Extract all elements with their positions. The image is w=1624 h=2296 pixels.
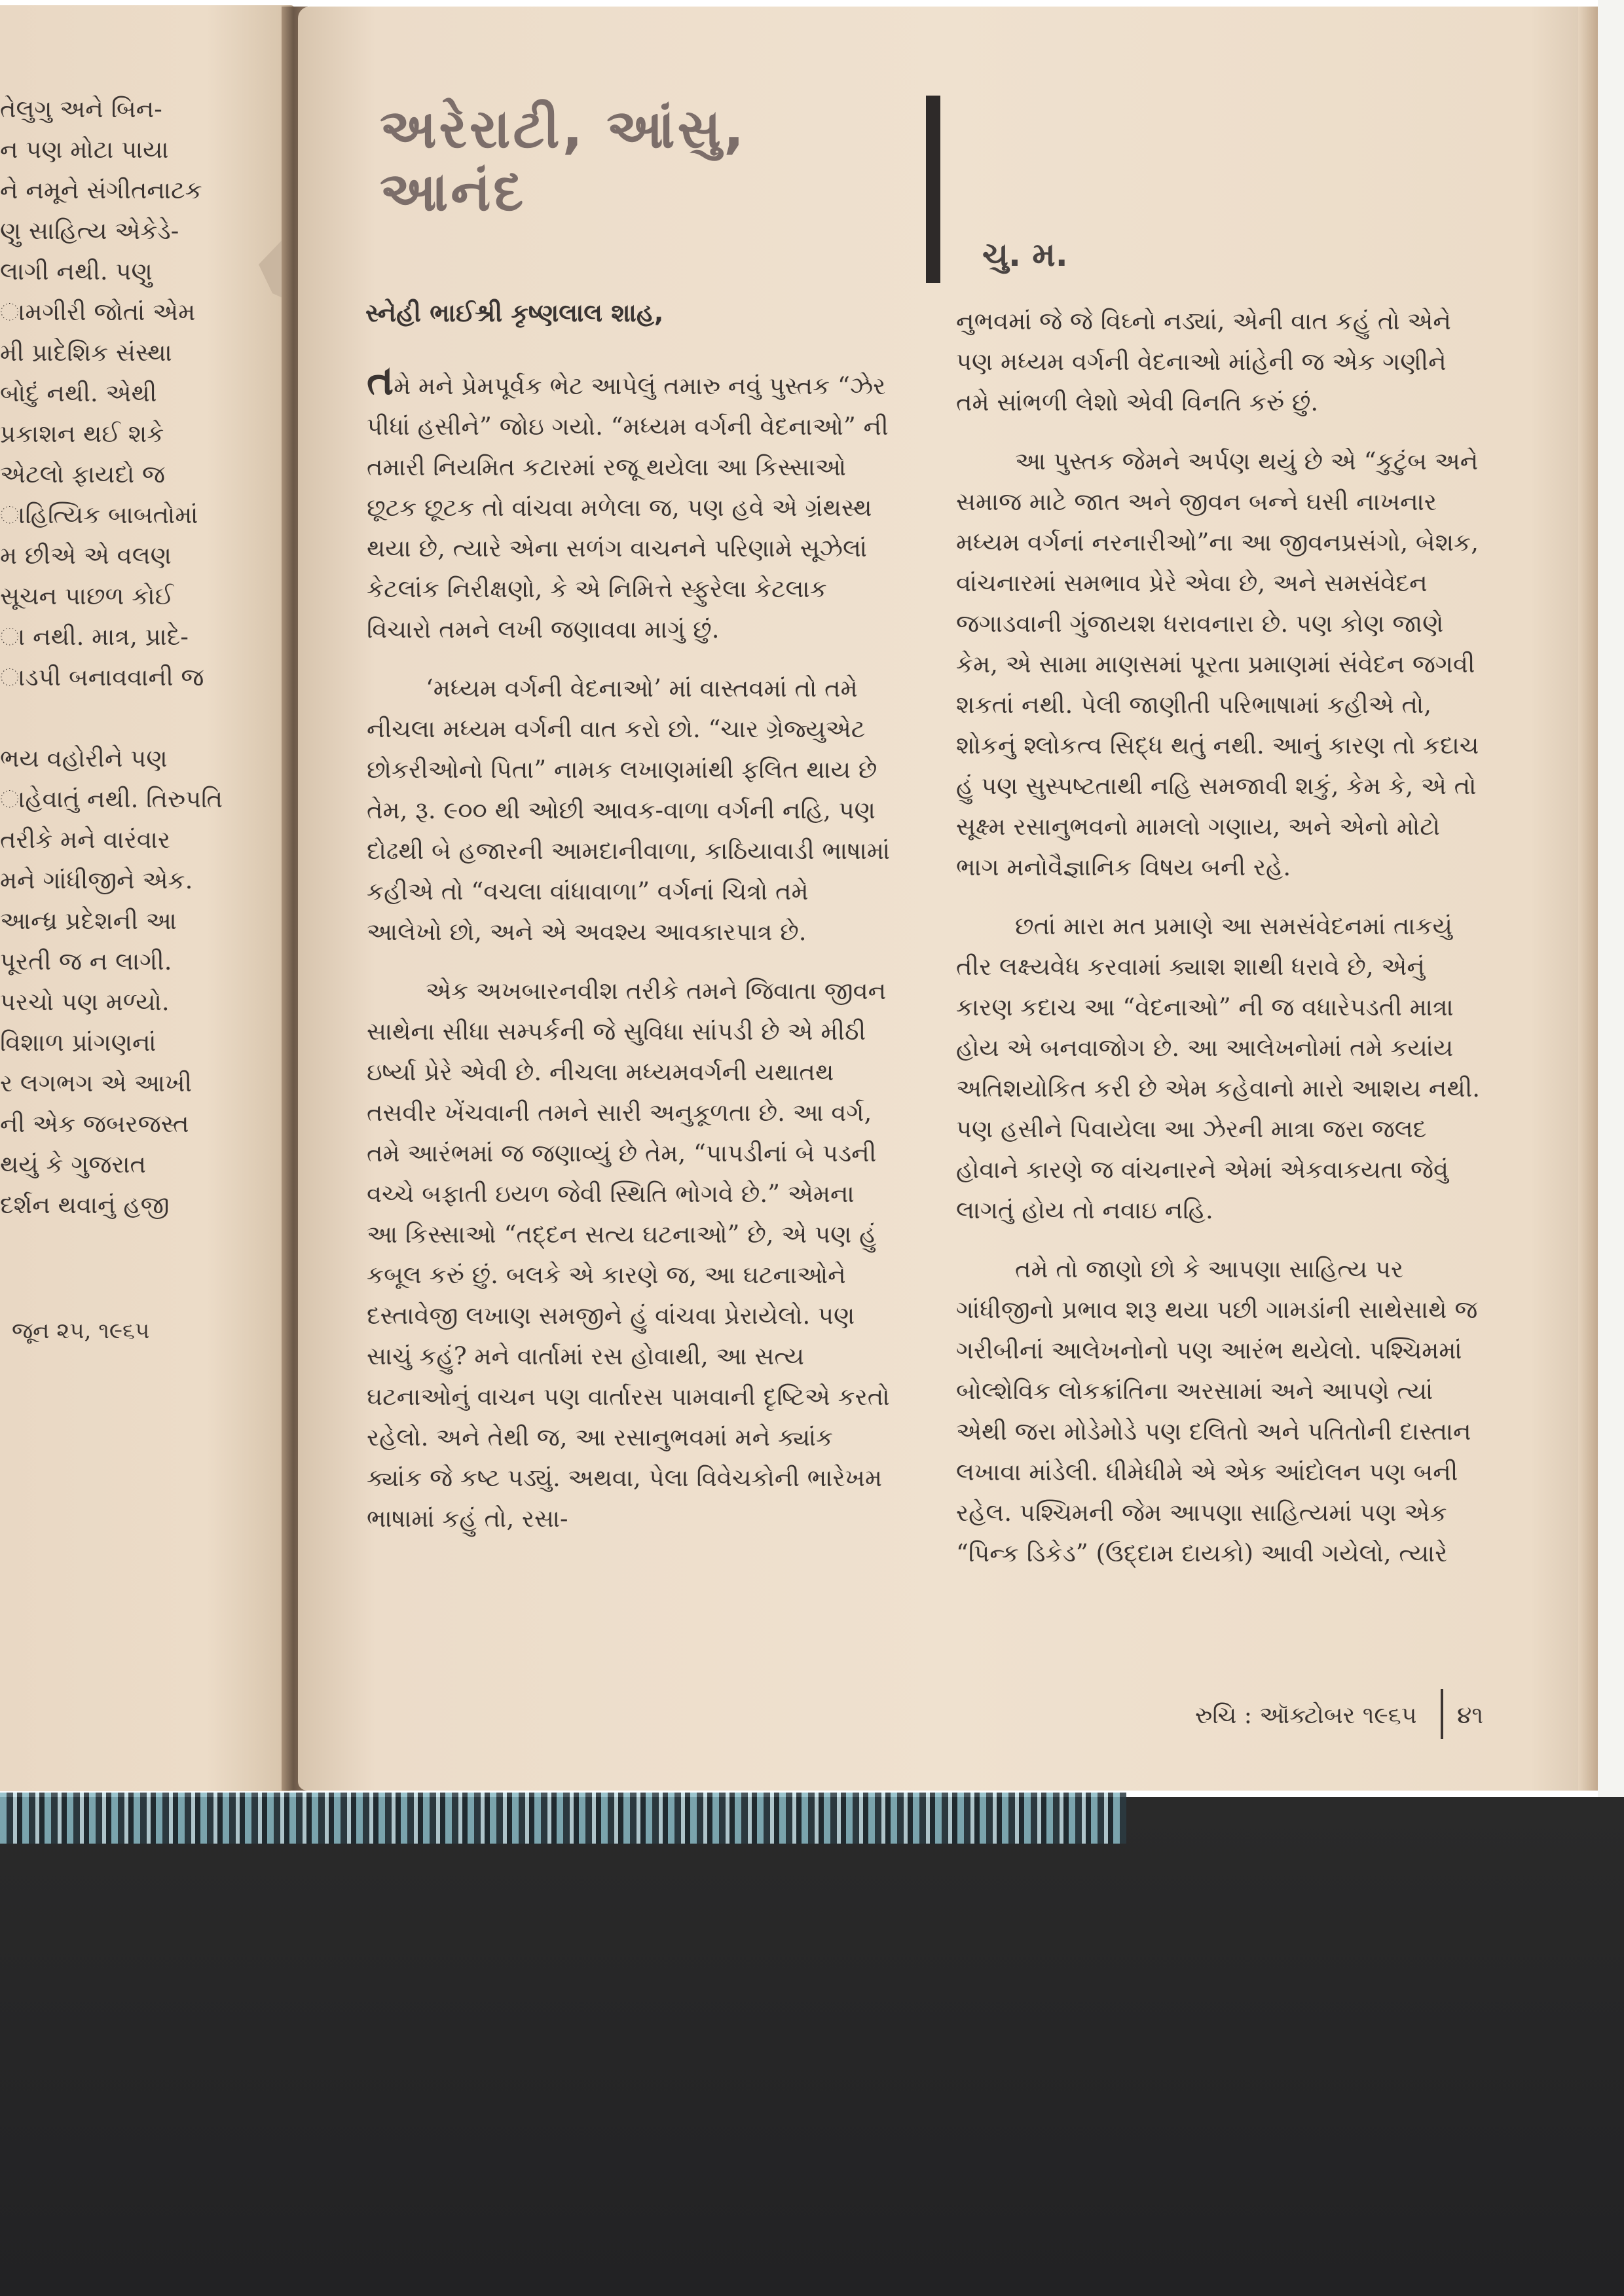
left-page: [0, 5, 295, 1791]
left-page-line: [0, 698, 268, 738]
left-page-line: વિશાળ પ્રાંગણનાં: [0, 1029, 157, 1057]
left-page-line: મને ગાંધીજીને એક.: [0, 866, 193, 894]
left-page-line: થયું કે ગુજરાત: [0, 1150, 147, 1178]
left-page-line: ભય વહોરીને પણ: [0, 744, 168, 773]
paragraph-6: છતાં મારા મત પ્રમાણે આ સમસંવેદનમાં તાકયું તીર લક્ષ્યવેધ કરવામાં ક્યાશ શાથી ધરાવે છે, એનું કારણ કદાચ આ “વેદનાઓ” ની જ વધારેપડતી માત્રા હોય એ બનવાજોગ છે. આ આલેખનોમાં તમે કયાંય અતિશયોકિત કરી છે એમ કહેવાનો મારો આશય નથી. પણ હસીને પિવાયેલા આ ઝેરની માત્રા જરા જલદ હોવાને કારણે જ વાંચનારને એમાં એકવાકયતા જેવું લાગતું હોય તો નવાઇ નહિ.: [956, 912, 1481, 1224]
left-page-line: મ છીએ એ વલણ: [0, 541, 172, 570]
left-page-line: એટલો ફાયદો જ: [0, 460, 166, 488]
paragraph-5: આ પુસ્તક જેમને અર્પણ થયું છે એ “કુટુંબ અને સમાજ માટે જાત અને જીવન બન્ને ઘસી નાખનાર મધ્યમ વર્ગનાં નરનારીઓ”ના આ જીવનપ્રસંગો, બેશક, વાંચનારમાં સમભાવ પ્રેરે એવા છે, અને સમસંવેદન જગાડવાની ગુંજાયશ ધરાવનારા છે. પણ કોણ જાણે કેમ, એ સામા માણસમાં પૂરતા પ્રમાણમાં સંવેદન જગવી શકતાં નથી. પેલી જાણીતી પરિભાષામાં કહીએ તો, શોકનું શ્લોકત્વ સિદ્ધ થતું નથી. આનું કારણ તો કદાચ હું પણ સુસ્પષ્ટતાથી નહિ સમજાવી શકું, કેમ કે, એ તો સૂક્ષ્મ રસાનુભવનો મામલો ગણાય, અને એનો મોટો ભાગ મનોવૈજ્ઞાનિક વિષય બની રહે.: [956, 447, 1479, 881]
left-page-line: ામગીરી જોતાં એમ: [0, 298, 196, 326]
left-page-line: ને નમૂને સંગીતનાટક: [0, 176, 202, 204]
left-page-line: લાગી નથી. પણુ: [0, 257, 153, 285]
scanner-edge: [1598, 0, 1624, 1797]
left-page-line: દર્શન થવાનું હજી: [0, 1191, 170, 1219]
left-page-line: સૂચન પાછળ કોઈ: [0, 582, 174, 610]
left-page-line: પરચો પણ મળ્યો.: [0, 988, 170, 1016]
left-page-line: ા નથી. માત્ર, પ્રાદે-: [0, 623, 189, 651]
left-page-line: તેલુગુ અને બિન-: [0, 95, 162, 123]
footer-magazine: રુચિ : ઑક્ટોબર ૧૯૬૫: [1195, 1702, 1417, 1729]
paragraph-7: તમે તો જાણો છો કે આપણા સાહિત્ય પર ગાંધીજીનો પ્રભાવ શરૂ થયા પછી ગામડાંની સાથેસાથે જ ગરીબીનાં આલેખનોનો પણ આરંભ થયેલો. પશ્ચિમમાં બોલ્શેવિક લોકક્રાંતિના અરસામાં અને આપણે ત્યાં એથી જરા મોડેમોડે પણ દલિતો અને પતિતોની દાસ્તાન લખાવા માંડેલી. ધીમેધીમે એ એક આંદોલન પણ બની રહેલ. પશ્ચિમની જેમ આપણા સાહિત્યમાં પણ એક “પિન્ક ડિકેડ” (ઉદ્દામ દાયકો) આવી ગયેલો, ત્યારે: [956, 1255, 1478, 1567]
left-page-text: [0, 89, 268, 1226]
footer-divider: [1441, 1689, 1443, 1739]
paragraph-1-text: મે મને પ્રેમપૂર્વક ભેટ આપેલું તમારુ નવું પુસ્તક “ઝેર પીધાં હસીને” જોઇ ગયો. “મધ્યમ વર્ગની વેદનાઓ” ની તમારી નિયમિત કટારમાં રજૂ થયેલા આ કિસ્સાઓ છૂટક છૂટક તો વાંચવા મળેલા જ, પણ હવે એ ગ્રંથસ્થ થયા છે, ત્યારે એના સળંગ વાચનને પરિણામે સૂઝેલાં કેટલાંક નિરીક્ષણો, કે એ નિમિત્તે સ્ફુરેલા કેટલાક વિચારો તમને લખી જણાવવા માગું છું.: [367, 372, 889, 644]
paragraph-1: [367, 356, 891, 650]
paragraph-2: ‘મધ્યમ વર્ગની વેદનાઓ’ માં વાસ્તવમાં તો તમે નીચલા મધ્યમ વર્ગની વાત કરો છો. “ચાર ગ્રેજ્યુએટ છોકરીઓનો પિતા” નામક લખાણમાંથી ફલિત થાય છે તેમ, રૂ. ૯૦૦ થી ઓછી આવક-વાળા વર્ગની નહિ, પણ દોઢથી બે હજારની આમદાનીવાળા, કાઠિયાવાડી ભાષામાં કહીએ તો “વચલા વાંધાવાળા” વર્ગનાં ચિત્રો તમે આલેખો છો, અને એ અવશ્ય આવકારપાત્ર છે.: [367, 674, 891, 946]
drop-cap: ત: [367, 356, 394, 404]
left-page-line: મી પ્રાદેશિક સંસ્થા: [0, 338, 172, 367]
title-divider-bar: [926, 96, 940, 283]
article-title: અરેરાટી, આંસુ, આનંદ: [380, 98, 747, 223]
left-page-line: તરીકે મને વારંવાર: [0, 826, 171, 854]
left-page-date: જૂન ૨૫, ૧૯૬૫: [12, 1318, 150, 1344]
left-page-line: આન્ધ્ર પ્રદેશની આ: [0, 907, 177, 935]
page-fold: [1578, 7, 1598, 1791]
right-column: [956, 301, 1486, 1574]
paragraph-3: એક અખબારનવીશ તરીકે તમને જિવાતા જીવન સાથેના સીધા સમ્પર્કની જે સુવિધા સાંપડી છે એ મીઠી ઇર્ષ્યા પ્રેરે એવી છે. નીચલા મધ્યમવર્ગની યથાતથ તસવીર ખેંચવાની તમને સારી અનુકૂળતા છે. આ વર્ગ, તમે આરંભમાં જ જણાવ્યું છે તેમ, “પાપડીનાં બે પડની વચ્ચે બફાતી ઇયળ જેવી સ્થિતિ ભોગવે છે.” એમના આ કિસ્સાઓ “તદ્દન સત્ય ઘટનાઓ” છે, એ પણ હું કબૂલ કરું છું. બલકે એ કારણે જ, આ ઘટનાઓને દસ્તાવેજી લખાણ સમજીને હું વાંચવા પ્રેરાયેલો. પણ સાચું કહું? મને વાર્તામાં રસ હોવાથી, આ સત્ય ઘટનાઓનું વાચન પણ વાર્તારસ પામવાની દૃષ્ટિએ કરતો રહેલો. અને તેથી જ, આ રસાનુભવમાં મને ક્યાંક ક્યાંક જે કષ્ટ પડ્યું. અથવા, પેલા વિવેચકોની ભારેખમ ભાષામાં કહું તો, રસા-: [367, 977, 890, 1533]
left-page-line: ાહિત્યિક બાબતોમાં: [0, 501, 198, 529]
paragraph-4: નુભવમાં જે જે વિઘ્નો નડ્યાં, એની વાત કહું તો એને પણ મધ્યમ વર્ગની વેદનાઓ માંહેની જ એક ગણીને તમે સાંભળી લેશો એવી વિનતિ કરું છું.: [956, 307, 1451, 416]
left-page-line: ાહેવાતું નથી. તિરુપતિ: [0, 785, 223, 813]
article-author: ચુ. મ.: [982, 236, 1068, 274]
page-number: ૪૧: [1457, 1702, 1483, 1729]
left-page-line: ન પણ મોટા પાયા: [0, 136, 169, 164]
left-page-line: ણુ સાહિત્ય એકેડે-: [0, 217, 179, 245]
left-page-line: પૂરતી જ ન લાગી.: [0, 947, 172, 975]
left-page-line: ર લગભગ એ આખી: [0, 1069, 193, 1097]
middle-column: [367, 356, 891, 1539]
letter-salutation: સ્નેહી ભાઈશ્રી કૃષ્ણલાલ શાહ,: [365, 299, 664, 327]
scanner-background: [0, 1797, 1624, 2296]
left-page-line: બોદું નથી. એથી: [0, 379, 157, 407]
left-page-line: ની એક જબરજસ્ત: [0, 1110, 189, 1138]
left-page-line: પ્રકાશન થઈ શકે: [0, 420, 164, 448]
left-page-line: ાડપી બનાવવાની જ: [0, 663, 204, 691]
scan-artifact-stripe: [0, 1793, 1126, 1844]
